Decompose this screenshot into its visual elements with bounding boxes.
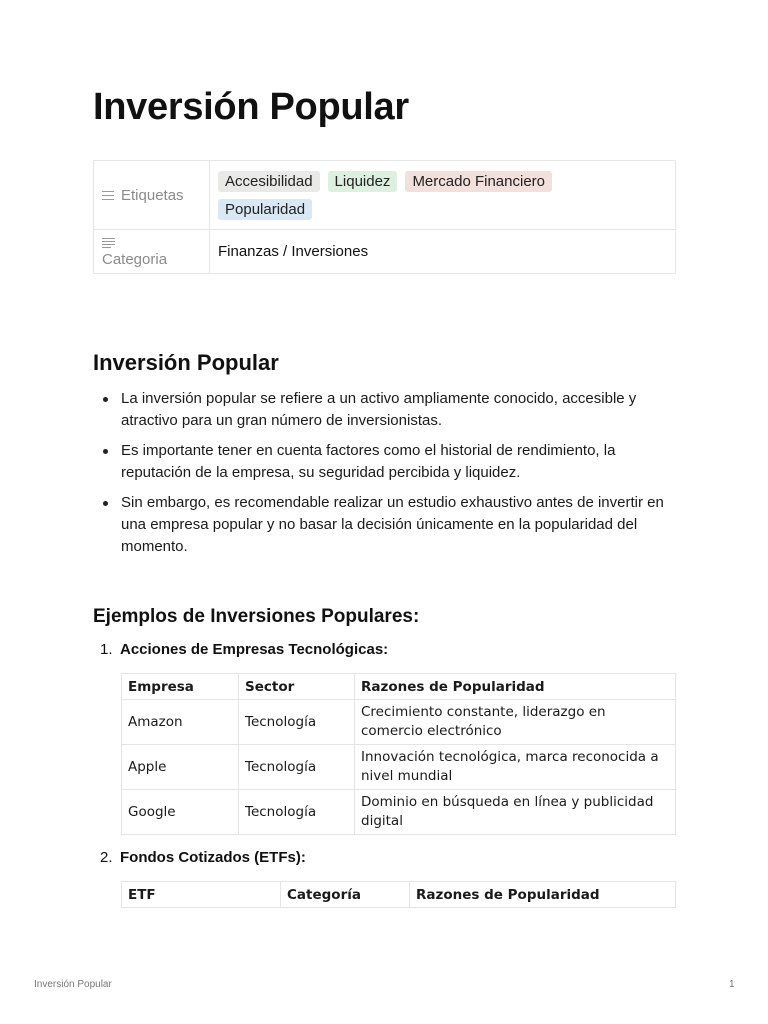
table-header-row (122, 882, 676, 908)
etf-table (121, 881, 676, 908)
table-cell: Tecnología (239, 700, 355, 745)
list-icon (102, 190, 114, 200)
table-header: Categoría (281, 882, 410, 908)
page-number: 1 (729, 979, 735, 990)
table-header-row (122, 674, 676, 700)
table-header: Razones de Popularidad (355, 674, 676, 700)
numbered-item (100, 641, 388, 658)
table-header: Empresa (122, 674, 239, 700)
table-cell: Dominio en búsqueda en línea y publicidad digital (355, 790, 676, 835)
table-cell: Tecnología (239, 745, 355, 790)
list-item: La inversión popular se refiere a un activo ampliamente conocido, accesible y atractivo para un gran número de inversionistas. (93, 388, 683, 432)
property-key-category (94, 230, 210, 274)
table-cell: Innovación tecnológica, marca reconocida a nivel mundial (355, 745, 676, 790)
numbered-item (100, 849, 306, 866)
property-row-category (94, 230, 676, 274)
item-label: Fondos Cotizados (ETFs): (120, 849, 306, 866)
footer-title: Inversión Popular (34, 979, 112, 990)
table-row (122, 700, 676, 745)
list-item: Es importante tener en cuenta factores como el historial de rendimiento, la reputación de la empresa, su seguridad percibida y liquidez. (93, 440, 683, 484)
property-key-tags (94, 161, 210, 230)
tags-label: Etiquetas (121, 186, 184, 204)
table-cell: Tecnología (239, 790, 355, 835)
table-cell: Google (122, 790, 239, 835)
item-number: 2. (100, 849, 113, 866)
tag-chip[interactable]: Accesibilidad (218, 171, 320, 192)
table-cell: Amazon (122, 700, 239, 745)
table-row (122, 745, 676, 790)
section-heading: Inversión Popular (93, 350, 279, 375)
table-cell: Apple (122, 745, 239, 790)
item-label: Acciones de Empresas Tecnológicas: (120, 641, 389, 658)
table-header: Razones de Popularidad (410, 882, 676, 908)
table-header: ETF (122, 882, 281, 908)
tag-chip[interactable]: Popularidad (218, 199, 312, 220)
bullet-list (93, 388, 683, 566)
category-label: Categoria (102, 250, 168, 268)
section-heading: Ejemplos de Inversiones Populares: (93, 606, 420, 627)
tag-chip[interactable]: Mercado Financiero (405, 171, 552, 192)
properties-table (93, 160, 676, 274)
table-cell: Crecimiento constante, liderazgo en comercio electrónico (355, 700, 676, 745)
tech-stocks-table (121, 673, 676, 835)
category-value: Finanzas / Inversiones (210, 230, 676, 274)
item-number: 1. (100, 641, 113, 658)
list-item: Sin embargo, es recomendable realizar un estudio exhaustivo antes de invertir en una empresa popular y no basar la decisión únicamente en la popularidad del momento. (93, 492, 683, 558)
table-row (122, 790, 676, 835)
property-value-tags (210, 161, 676, 230)
table-header: Sector (239, 674, 355, 700)
text-lines-icon (102, 238, 115, 249)
page-title: Inversión Popular (93, 86, 409, 128)
tag-chip[interactable]: Liquidez (328, 171, 398, 192)
property-row-tags (94, 161, 676, 230)
